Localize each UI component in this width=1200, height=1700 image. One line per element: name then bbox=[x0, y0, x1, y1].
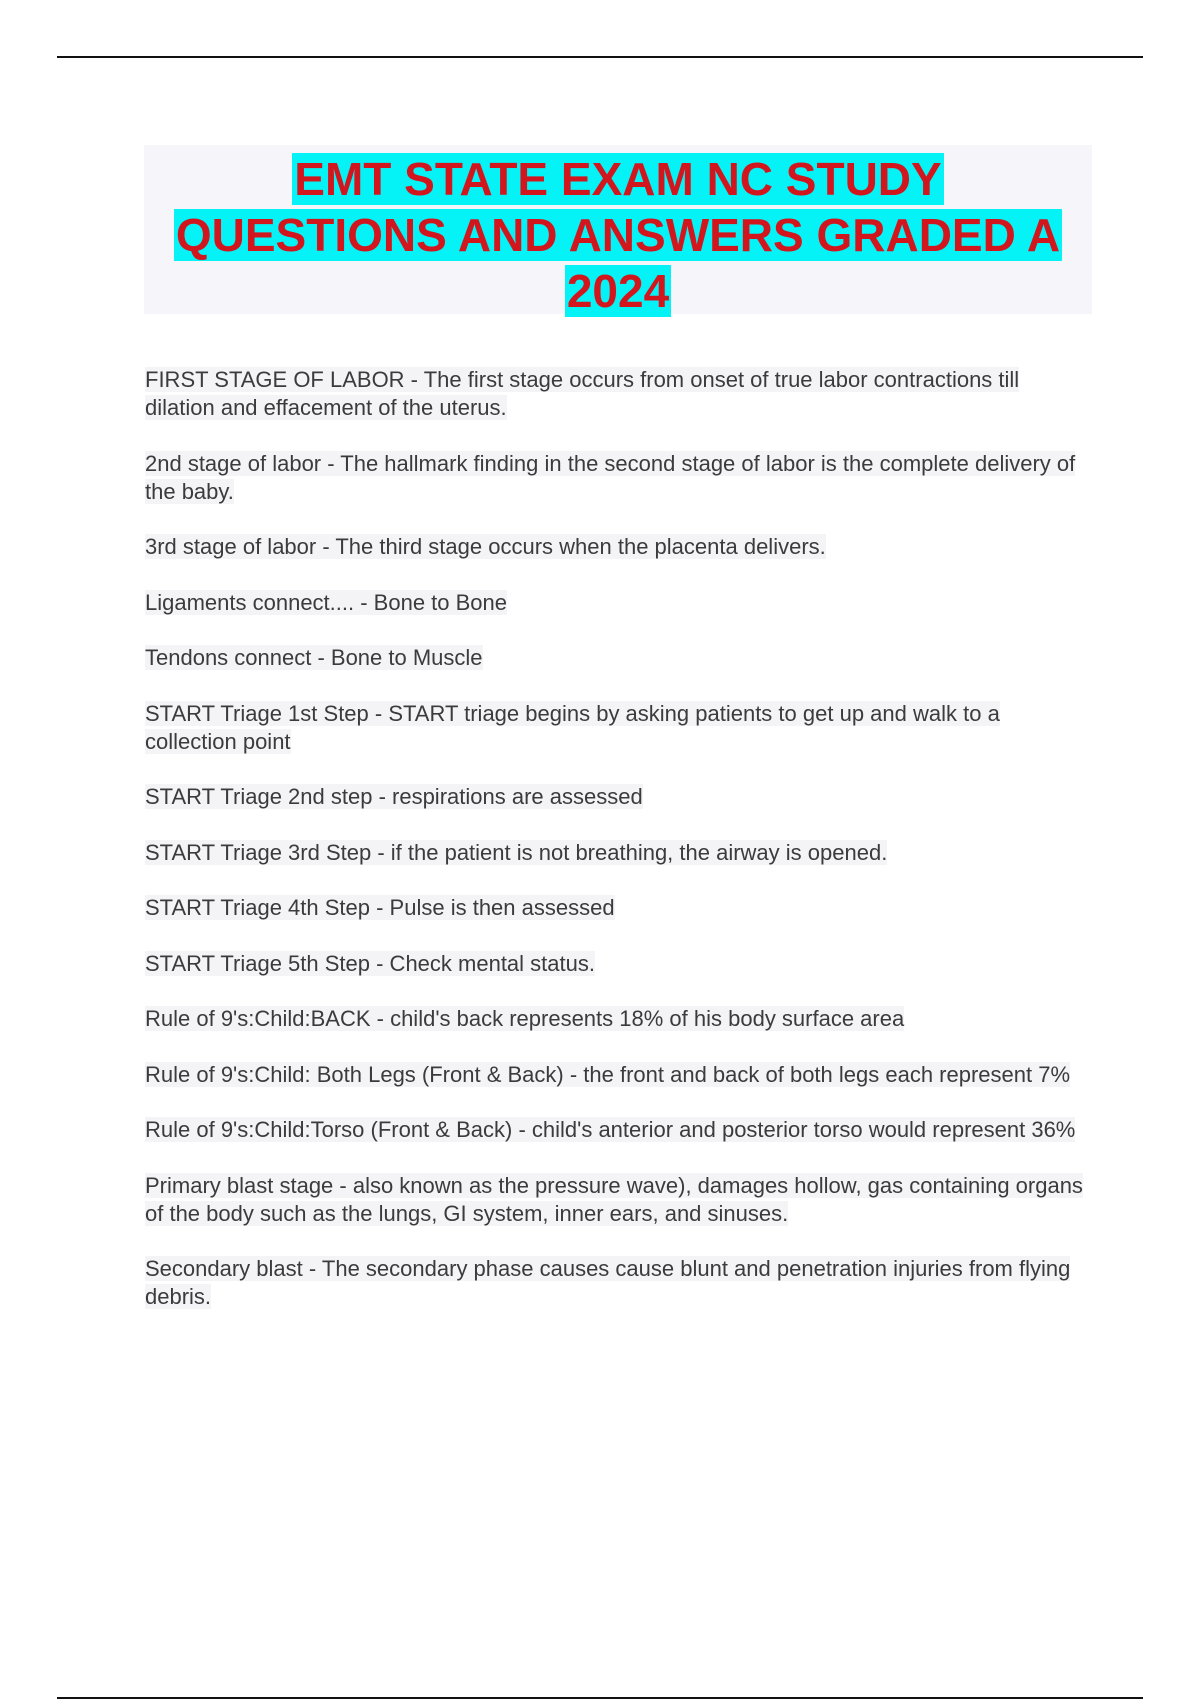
qa-text: START Triage 4th Step - Pulse is then assessed bbox=[145, 895, 615, 920]
qa-item bbox=[145, 1061, 1085, 1089]
qa-text: START Triage 1st Step - START triage begins by asking patients to get up and walk to a collection point bbox=[145, 701, 1000, 754]
qa-list bbox=[145, 366, 1085, 1311]
qa-item bbox=[145, 533, 1085, 561]
qa-item bbox=[145, 1255, 1085, 1311]
title-line-3 bbox=[144, 263, 1092, 319]
title-box bbox=[144, 145, 1092, 317]
title-line-2 bbox=[144, 207, 1092, 263]
qa-text: Rule of 9's:Child:Torso (Front & Back) - child's anterior and posterior torso would represent 36% bbox=[145, 1117, 1076, 1142]
qa-text: FIRST STAGE OF LABOR - The first stage occurs from onset of true labor contractions till dilation and effacement of the uterus. bbox=[145, 367, 1020, 420]
qa-item bbox=[145, 1172, 1085, 1228]
qa-text: START Triage 3rd Step - if the patient is not breathing, the airway is opened. bbox=[145, 840, 888, 865]
qa-item bbox=[145, 839, 1085, 867]
title-text-2: QUESTIONS AND ANSWERS GRADED A bbox=[175, 209, 1061, 261]
qa-item bbox=[145, 589, 1085, 617]
qa-text: Secondary blast - The secondary phase causes cause blunt and penetration injuries from flying debris. bbox=[145, 1256, 1071, 1309]
qa-item bbox=[145, 1116, 1085, 1144]
top-rule bbox=[57, 56, 1143, 58]
qa-item bbox=[145, 894, 1085, 922]
bottom-rule bbox=[57, 1697, 1143, 1699]
qa-item bbox=[145, 366, 1085, 422]
qa-text: Rule of 9's:Child: Both Legs (Front & Back) - the front and back of both legs each represent 7% bbox=[145, 1062, 1071, 1087]
qa-text: Rule of 9's:Child:BACK - child's back represents 18% of his body surface area bbox=[145, 1006, 905, 1031]
qa-item bbox=[145, 644, 1085, 672]
title-text-3: 2024 bbox=[566, 265, 670, 317]
title-line-1 bbox=[144, 151, 1092, 207]
qa-text: START Triage 5th Step - Check mental status. bbox=[145, 951, 595, 976]
qa-item bbox=[145, 950, 1085, 978]
qa-text: START Triage 2nd step - respirations are assessed bbox=[145, 784, 643, 809]
qa-text: 2nd stage of labor - The hallmark finding in the second stage of labor is the complete delivery of the baby. bbox=[145, 451, 1076, 504]
qa-text: Tendons connect - Bone to Muscle bbox=[145, 645, 483, 670]
qa-text: Primary blast stage - also known as the pressure wave), damages hollow, gas containing organs of the body such as the lungs, GI system, inner ears, and sinuses. bbox=[145, 1173, 1083, 1226]
qa-text: Ligaments connect.... - Bone to Bone bbox=[145, 590, 508, 615]
qa-item bbox=[145, 700, 1085, 756]
qa-item bbox=[145, 1005, 1085, 1033]
title-text-1: EMT STATE EXAM NC STUDY bbox=[294, 153, 942, 205]
qa-item bbox=[145, 450, 1085, 506]
qa-text: 3rd stage of labor - The third stage occurs when the placenta delivers. bbox=[145, 534, 826, 559]
qa-item bbox=[145, 783, 1085, 811]
